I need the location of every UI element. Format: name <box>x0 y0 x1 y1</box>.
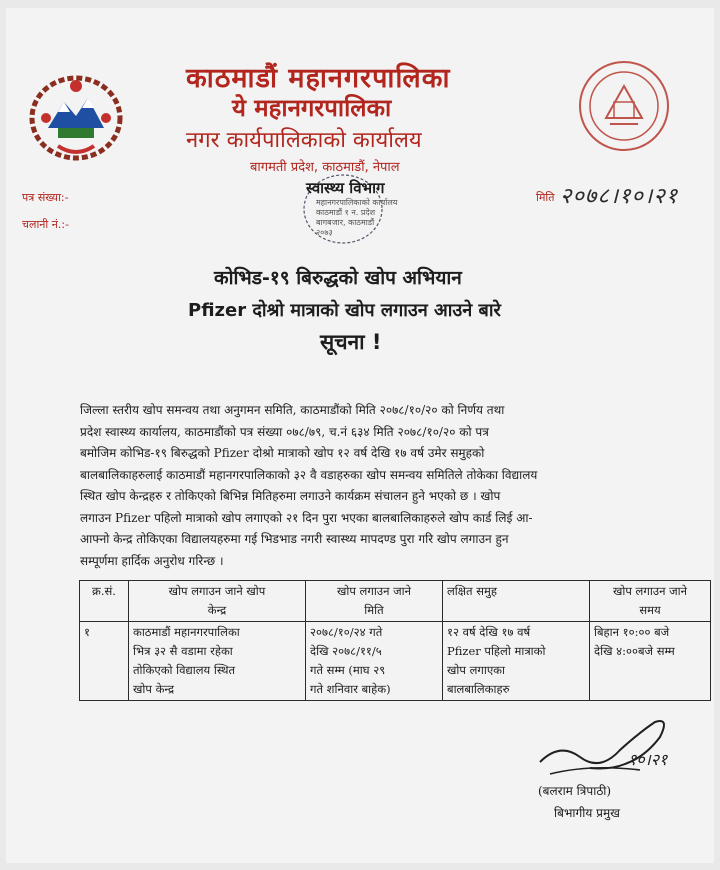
header-sn: क्र.सं. <box>80 581 129 622</box>
body-line: स्थित खोप केन्द्रहरु र तोकिएको बिभिन्न मितिहरुमा लगाउने कार्यक्रम संचालन हुने भएको छ । खोप <box>80 489 501 503</box>
cell-group: १२ वर्ष देखि १७ वर्ष Pfizer पहिलो मात्राको खोप लगाएका बालबालिकाहरु <box>443 622 590 701</box>
body-line: लगाउन Pfizer पहिलो मात्राको खोप लगाएको २१ दिन पुरा भएका बालबालिकाहरुले खोप कार्ड लिई आ- <box>80 510 533 525</box>
department-stamp-name: स्वास्थ्य विभाग <box>306 179 385 197</box>
letterhead-office: नगर कार्यपालिकाको कार्यालय <box>186 128 422 153</box>
department-stamp-text: महानगरपालिकाको कार्यालय काठमाडौं १ न. प्रदेश बागबजार, काठमाडौं २०७३ <box>316 198 398 237</box>
body-line: बमोजिम कोभिड-१९ बिरुद्धको Pfizer दोश्रो मात्राको खोप १२ वर्ष देखि १७ वर्ष उमेर समुहको <box>80 446 485 460</box>
date-label: मिति <box>536 191 555 204</box>
table-row <box>80 622 711 701</box>
body-line: सम्पूर्णमा हार्दिक अनुरोध गरिन्छ । <box>80 553 224 568</box>
cell-date: २०७८/१०/२४ गते देखि २०७८/११/५ गते सम्म (माघ २९ गते शनिवार बाहेक) <box>306 622 443 701</box>
letterhead-title-newari: ये महानगरपालिका <box>232 93 392 122</box>
cell-sn: १ <box>80 622 129 701</box>
vaccination-schedule-table <box>79 580 711 701</box>
signatory-title: बिभागीय प्रमुख <box>554 806 620 820</box>
notice-heading: कोभिड-१९ बिरुद्धको खोप अभियान <box>214 267 462 289</box>
header-time: खोप लगाउन जाने समय <box>590 581 711 622</box>
body-line: आफ्नो केन्द्र तोकिएका विद्यालयहरुमा गई भिडभाड नगरी स्वास्थ्य मापदण्ड पुरा गरि खोप लगाउन हुन <box>80 532 509 546</box>
dispatch-number-label: चलानी नं.:- <box>22 218 70 231</box>
header-date: खोप लगाउन जाने मिति <box>306 581 443 622</box>
table-header-row <box>80 581 711 622</box>
cell-time: बिहान १०:०० बजे देखि ४:००बजे सम्म <box>590 622 711 701</box>
notice-subheading: Pfizer दोश्रो मात्राको खोप लगाउन आउने बारे <box>188 300 501 321</box>
letter-number-label: पत्र संख्या:- <box>22 191 69 204</box>
body-line: बालबालिकाहरुलाई काठमाडौं महानगरपालिकाको ३२ वै वडाहरुका खोप समन्वय समितिले तोकेका विद्यालय <box>80 467 538 482</box>
header-center: खोप लगाउन जाने खोप केन्द्र <box>129 581 306 622</box>
cell-center: काठमाडौं महानगरपालिका भित्र ३२ सै वडामा रहेका तोकिएको विद्यालय स्थित खोप केन्द्र <box>129 622 306 701</box>
letterhead-title: काठमाडौं महानगरपालिका <box>186 63 451 94</box>
notice-body <box>80 400 692 572</box>
body-line: जिल्ला स्तरीय खोप समन्वय तथा अनुगमन समिति, काठमाडौंको मिति २०७८/१०/२० को निर्णय तथा <box>80 403 505 417</box>
body-line: प्रदेश स्वास्थ्य कार्यालय, काठमाडौंको पत्र संख्या ०७८/७९, च.नं ६३४ मिति २०७८/१०/२० को पत्र <box>80 424 489 439</box>
kathmandu-emblem-icon <box>28 68 124 168</box>
letterhead-address: बागमती प्रदेश, काठमाडौं, नेपाल <box>250 160 400 175</box>
signature-date: १०।२१ <box>628 750 668 769</box>
metropolitan-seal-icon <box>574 56 674 160</box>
signatory-name: (बलराम त्रिपाठी) <box>538 784 612 798</box>
date-value: २०७८।१०।२१ <box>560 184 679 209</box>
header-group: लक्षित समुह <box>443 581 590 622</box>
notice-label: सूचना ! <box>320 330 382 354</box>
